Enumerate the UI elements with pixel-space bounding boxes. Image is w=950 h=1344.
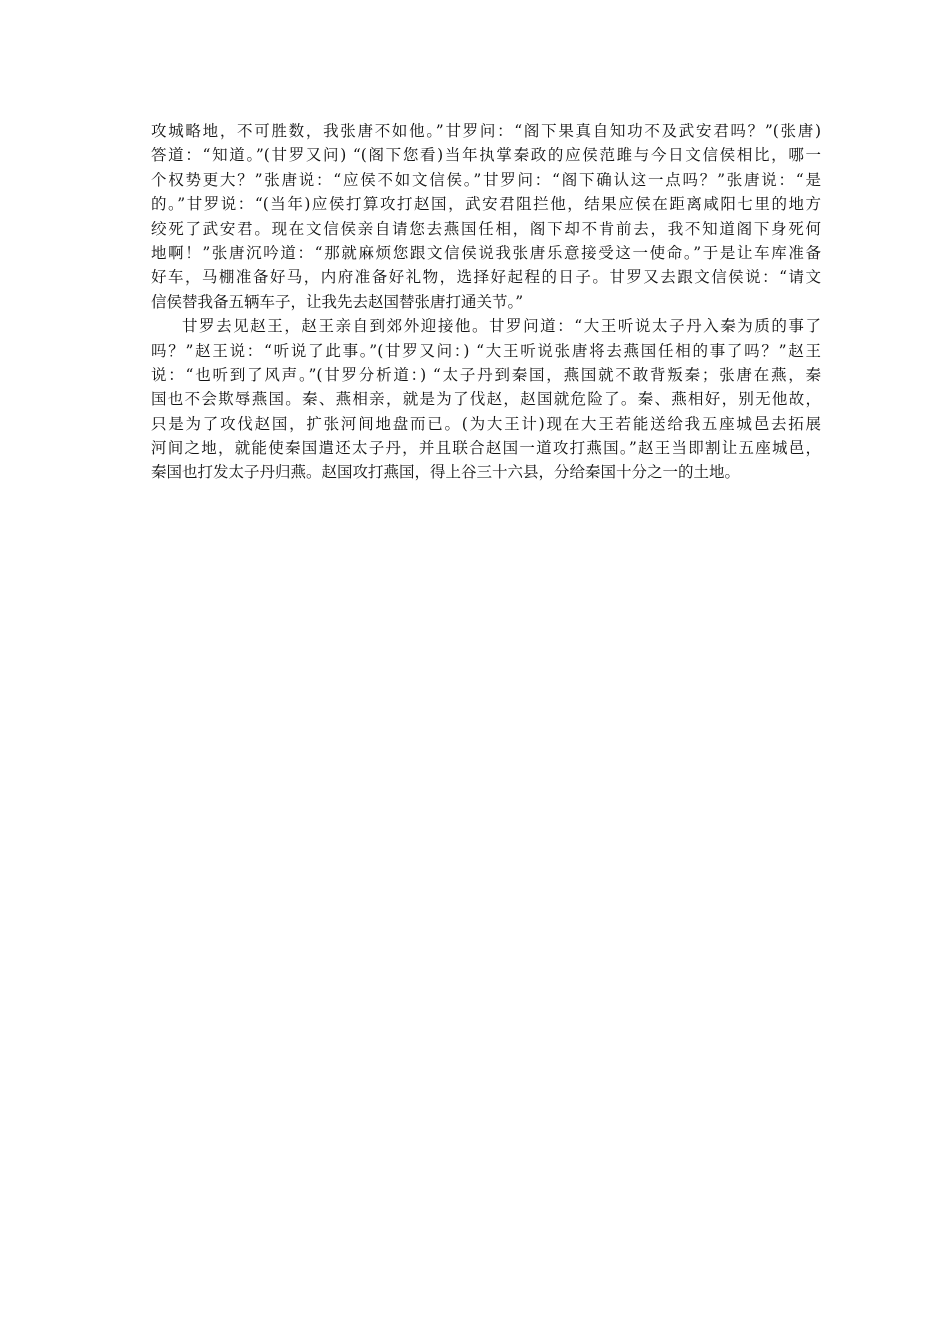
paragraph-1 xyxy=(151,119,821,314)
paragraph-2 xyxy=(151,314,821,485)
text-line: 个权势更大？”张唐说：“应侯不如文信侯。”甘罗问：“阁下确认这一点吗？”张唐说：“是 xyxy=(151,170,821,189)
text-line: 的。”甘罗说：“(当年)应侯打算攻打赵国，武安君阻拦他，结果应侯在距离咸阳七里的地方 xyxy=(151,195,821,214)
document-body xyxy=(151,119,821,485)
text-line: 吗？”赵王说：“听说了此事。”(甘罗又问：) “大王听说张唐将去燕国任相的事了吗？”赵王 xyxy=(151,341,821,360)
text-line: 国也不会欺辱燕国。秦、燕相亲，就是为了伐赵，赵国就危险了。秦、燕相好，别无他故， xyxy=(151,390,821,409)
text-line: 好车，马棚准备好马，内府准备好礼物，选择好起程的日子。甘罗又去跟文信侯说：“请文 xyxy=(151,268,821,287)
text-line: 攻城略地，不可胜数，我张唐不如他。”甘罗问：“阁下果真自知功不及武安君吗？”(张唐) xyxy=(151,122,821,140)
text-line: 地啊！”张唐沉吟道：“那就麻烦您跟文信侯说我张唐乐意接受这一使命。”于是让车库准备 xyxy=(151,243,821,262)
text-line: 说：“也听到了风声。”(甘罗分析道：) “太子丹到秦国，燕国就不敢背叛秦；张唐在燕，秦 xyxy=(151,365,821,384)
text-line: 信侯替我备五辆车子，让我先去赵国替张唐打通关节。” xyxy=(151,292,524,311)
text-line: 答道：“知道。”(甘罗又问) “(阁下您看)当年执掌秦政的应侯范雎与今日文信侯相比，哪一 xyxy=(151,146,821,165)
text-line: 只是为了攻伐赵国，扩张河间地盘而已。(为大王计)现在大王若能送给我五座城邑去拓展 xyxy=(151,414,821,433)
text-line: 秦国也打发太子丹归燕。赵国攻打燕国，得上谷三十六县，分给秦国十分之一的土地。 xyxy=(151,463,741,482)
text-line: 绞死了武安君。现在文信侯亲自请您去燕国任相，阁下却不肯前去，我不知道阁下身死何 xyxy=(151,219,821,238)
text-line: 甘罗去见赵王，赵王亲自到郊外迎接他。甘罗问道：“大王听说太子丹入秦为质的事了 xyxy=(182,317,821,336)
text-line: 河间之地，就能使秦国遣还太子丹，并且联合赵国一道攻打燕国。”赵王当即割让五座城邑， xyxy=(151,439,821,458)
